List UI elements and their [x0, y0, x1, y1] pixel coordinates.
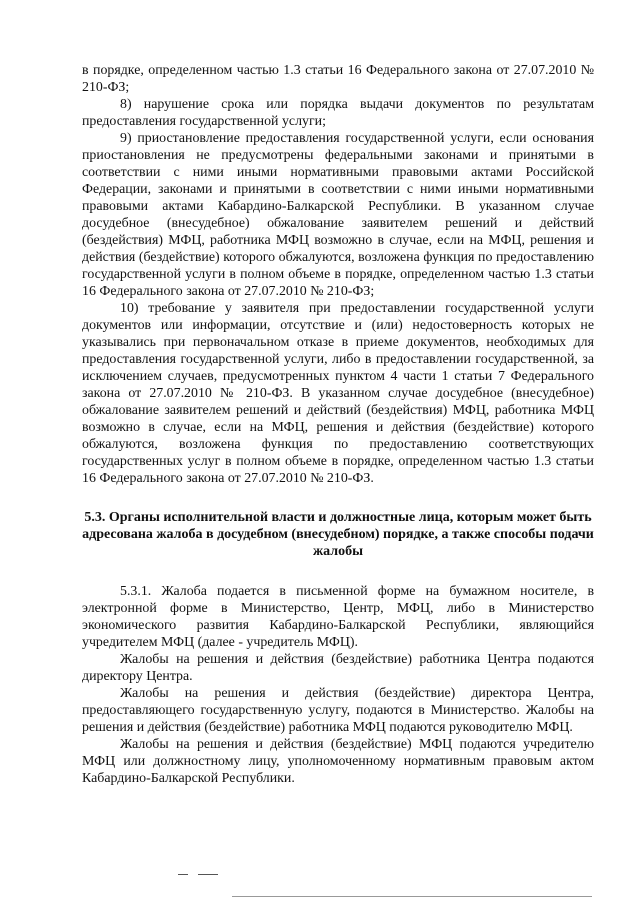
- paragraph-complaints-mfc: Жалобы на решения и действия (бездействие) МФЦ подаются учредителю МФЦ или должностному лицу, уполномоченному нормативным правовым актом Кабардино-Балкарской Республики.: [82, 737, 594, 786]
- document-page: [82, 62, 594, 787]
- paragraph-item-9: 9) приостановление предоставления государственной услуги, если основания приостановления не предусмотрены федеральными законами и принятыми в соответствии с ними иными нормативными правовыми актами Российской Федерации, законами и принятыми в соответствии с ними иными нормативными правовыми актами Кабардино-Балкарской Республики. В указанном случае досудебное (внесудебное) обжалование заявителем решений и действий (бездействия) МФЦ, работника МФЦ возможно в случае, если на МФЦ, решения и действия (бездействие) которого обжалуются, возложена функция по предоставлению государственной услуги в полном объеме в порядке, определенном частью 1.3 статьи 16 Федерального закона от 27.07.2010 № 210-ФЗ;: [82, 131, 594, 299]
- paragraph-item-10: 10) требование у заявителя при предоставлении государственной услуги документов или информации, отсутствие и (или) недостоверность которых не указывались при первоначальном отказе в приеме документов, необходимых для предоставления государственной услуги, либо в предоставлении государственной, за исключением случаев, предусмотренных пунктом 4 части 1 статьи 7 Федерального закона от 27.07.2010 № 210-ФЗ. В указанном случае досудебное (внесудебное) обжалование заявителем решений и действий (бездействия) МФЦ, работника МФЦ возможно в случае, если на МФЦ, решения и действия (бездействие) которого обжалуются, возложена функция по предоставлению соответствующих государственных услуг в полном объеме в порядке, определенном частью 1.3 статьи 16 Федерального закона от 27.07.2010 № 210-ФЗ.: [82, 301, 594, 486]
- footer-marks: [0, 870, 640, 900]
- section-heading-5-3: 5.3. Органы исполнительной власти и должностные лица, которым может быть адресована жалоба в досудебном (внесудебном) порядке, а также способы подачи жалобы: [82, 510, 594, 559]
- footer-dash-left: [178, 874, 188, 875]
- paragraph-complaints-director: Жалобы на решения и действия (бездействие) директора Центра, предоставляющего государственную услугу, подаются в Министерство. Жалобы на решения и действия (бездействие) работника МФЦ подаются руководителю МФЦ.: [82, 686, 594, 735]
- paragraph-continuation: в порядке, определенном частью 1.3 статьи 16 Федерального закона от 27.07.2010 № 210-ФЗ;: [82, 63, 594, 95]
- paragraph-item-8: 8) нарушение срока или порядка выдачи документов по результатам предоставления государственной услуги;: [82, 97, 594, 129]
- footer-rule: [232, 896, 592, 897]
- paragraph-complaints-center: Жалобы на решения и действия (бездействие) работника Центра подаются директору Центра.: [82, 652, 594, 684]
- paragraph-5-3-1: 5.3.1. Жалоба подается в письменной форме на бумажном носителе, в электронной форме в Министерство, Центр, МФЦ, либо в Министерство экономического развития Кабардино-Балкарской Республики, являющийся учредителем МФЦ (далее - учредитель МФЦ).: [82, 584, 594, 650]
- footer-dash-mid: [198, 874, 218, 875]
